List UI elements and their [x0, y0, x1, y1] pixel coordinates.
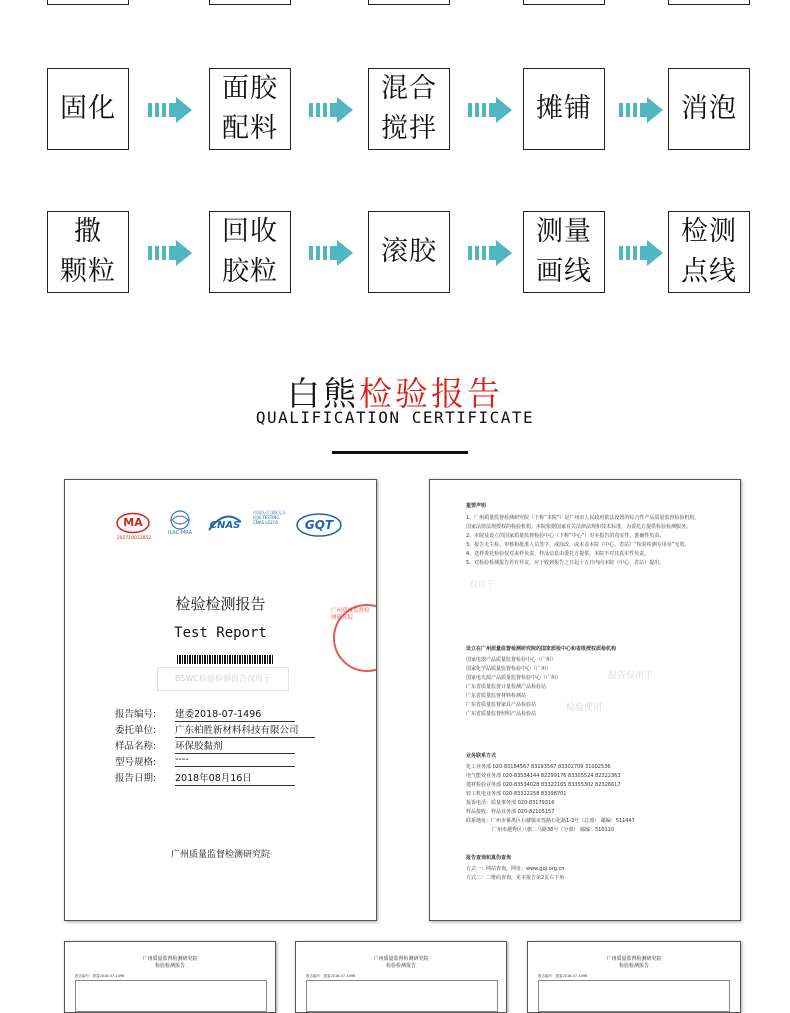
- gqt-logo: GQT: [295, 512, 343, 538]
- red-seal: 广州质量监督检测研究院: [333, 604, 377, 672]
- arrow-icon: [619, 240, 663, 266]
- process-step-surface-glue: 面胶 配料: [209, 68, 291, 150]
- logo-row: [115, 510, 345, 550]
- arrow-icon: [619, 97, 663, 123]
- report-page-thumb-3: 广州质量监督检测研究院 检验检测报告 报告编号：建委2018-07-1496: [527, 941, 741, 1013]
- arrow-icon: [309, 97, 353, 123]
- statement-wm3: 检验使用: [566, 703, 603, 713]
- field-label-client: 委托单位:: [115, 725, 157, 736]
- field-label-model: 型号规格:: [115, 757, 157, 768]
- field-value-report-no: 建委2018-07-1496: [175, 706, 295, 722]
- arrow-icon: [468, 97, 512, 123]
- barcode: [177, 655, 273, 664]
- report-page-thumb-2: 广州质量监督检测研究院 检验检测报告 报告编号：建委2018-07-1496: [295, 941, 507, 1013]
- previous-row-box-3: [368, 0, 450, 5]
- process-step-mixing: 混合 搅拌: [368, 68, 450, 150]
- field-label-report-date: 报告日期:: [115, 773, 157, 784]
- previous-row-box-5: [668, 0, 750, 5]
- arrow-icon: [309, 240, 353, 266]
- report-watermark: BSWC检验检测报告仅用于: [157, 667, 289, 691]
- ma-logo: MA 201719033852: [115, 512, 151, 536]
- verify-heading: 报告查询和真伪查询: [466, 855, 512, 861]
- thumb-table: [306, 980, 498, 1012]
- previous-row-box-4: [523, 0, 605, 5]
- contact-list: 化工业务部 020-83184567 83193567 83302709 31002536 电气能效业务部 020-83534144 82299176 83305524 82322363 建材检验业务部 020-83534028 83322165 83355302 82326617 轻工机电业务部 020-83322258 83398701 投诉电话：质量事务部 020-83179316 样品接收：样品业务部 020-82105157 联系地址：广州市番禺区石楼镇市莲路石化路1-3号（总部） 邮编：511447 广州市越秀区八旗二马路38号（分部） 邮编：510110: [466, 764, 635, 833]
- arrow-icon: [468, 240, 512, 266]
- report-title-en: Test Report: [174, 625, 267, 641]
- ilac-mra-logo: ILAC-MRA: [163, 510, 197, 540]
- process-step-sprinkle-granules: 撒 颗粒: [47, 211, 129, 293]
- report-title-cn: 检验检测报告: [175, 595, 266, 613]
- report-page-thumb-1: 广州质量监督检测研究院 检验检测报告 报告编号：建委2018-07-1496: [64, 941, 276, 1013]
- centers-list: 国家电器产品质量监督检验中心（广州） 国家化学品质量监督检验中心（广州） 国家电光源产品质量监督检验中心（广州） 广东省质量监督计量检测产品检验站 广东省质量监督材料检测站 广东省质量监督家具产品检验站 广东省质量监督照明产品检验站: [466, 657, 562, 717]
- verify-list: 方式一：网站查询，网址：www.gqi.org.cn 方式二：二维码查询，见本报告第2页右下角: [466, 866, 565, 881]
- thumb-table: [538, 980, 730, 1012]
- section-divider: [332, 451, 468, 454]
- field-value-report-date: 2018年08月16日: [175, 770, 295, 786]
- process-step-defoaming: 消泡: [668, 68, 750, 150]
- testing-logo: 中国认可 国际互认 检测 TESTING CNAS L0216: [253, 510, 287, 525]
- report-statement: [429, 479, 741, 921]
- field-label-sample-name: 样品名称:: [115, 741, 157, 752]
- section-title-brand: 白熊: [287, 374, 359, 413]
- previous-row-box-1: [47, 0, 129, 5]
- field-value-model: ----: [175, 754, 295, 767]
- previous-row-box-2: [209, 0, 291, 5]
- field-value-client: 广东柏胜新材料科技有限公司: [175, 722, 315, 738]
- cnas-logo: CNAS: [205, 512, 245, 540]
- statement-wm2: 报告仅用于: [608, 671, 654, 681]
- centers-heading: 设立在广州质量监督检测研究院的国家质检中心和省级授权质检机构: [466, 646, 617, 652]
- process-step-rolling: 滚胶: [368, 211, 450, 293]
- arrow-icon: [148, 240, 192, 266]
- thumb-table: [75, 980, 267, 1012]
- institute-name: 广州质量监督检测研究院: [170, 850, 270, 860]
- contact-heading: 业务联系方式: [466, 753, 497, 759]
- section-title-report: 检验报告: [359, 374, 503, 413]
- section-subtitle: QUALIFICATION CERTIFICATE: [255, 408, 535, 427]
- process-step-recycle-granules: 回收 胶粒: [209, 211, 291, 293]
- report-cover: [64, 479, 377, 921]
- process-step-paving: 摊铺: [523, 68, 605, 150]
- statement-paragraphs: 1、广州质量监督检测研究院（下称“本院”）是广州市人民政府依法设置的综合性产品质量监督检验机构， 国家法律法规授权的检验机构。本院依据国家有关法律法规和技术标准，为委托方提供检验检测服务。 2、本院及设立的国家质量监督检验中心（下称“中心”）对本报告的真实性、准确性负责。 3、报告无主检、审核和批准人员签字，或涂改，或未盖本院（中心、省站）“检验检测专用章”无效。 4、送样委托检验仅对来样负责，样品信息由委托方提供，本院不对其真实性负责。 5、对检验检测报告若有异议，应于收到报告之日起十五日内向本院（中心、省站）提出。: [466, 515, 700, 566]
- field-label-report-no: 报告编号:: [115, 709, 157, 720]
- process-step-curing: 固化: [47, 68, 129, 150]
- statement-heading: 重要声明: [466, 503, 487, 509]
- statement-wm1: 仅用于: [470, 580, 494, 589]
- process-step-inspect-lines: 检测 点线: [668, 211, 750, 293]
- arrow-icon: [148, 97, 192, 123]
- process-step-measure-mark: 测量 画线: [523, 211, 605, 293]
- field-value-sample-name: 环保胶黏剂: [175, 738, 295, 754]
